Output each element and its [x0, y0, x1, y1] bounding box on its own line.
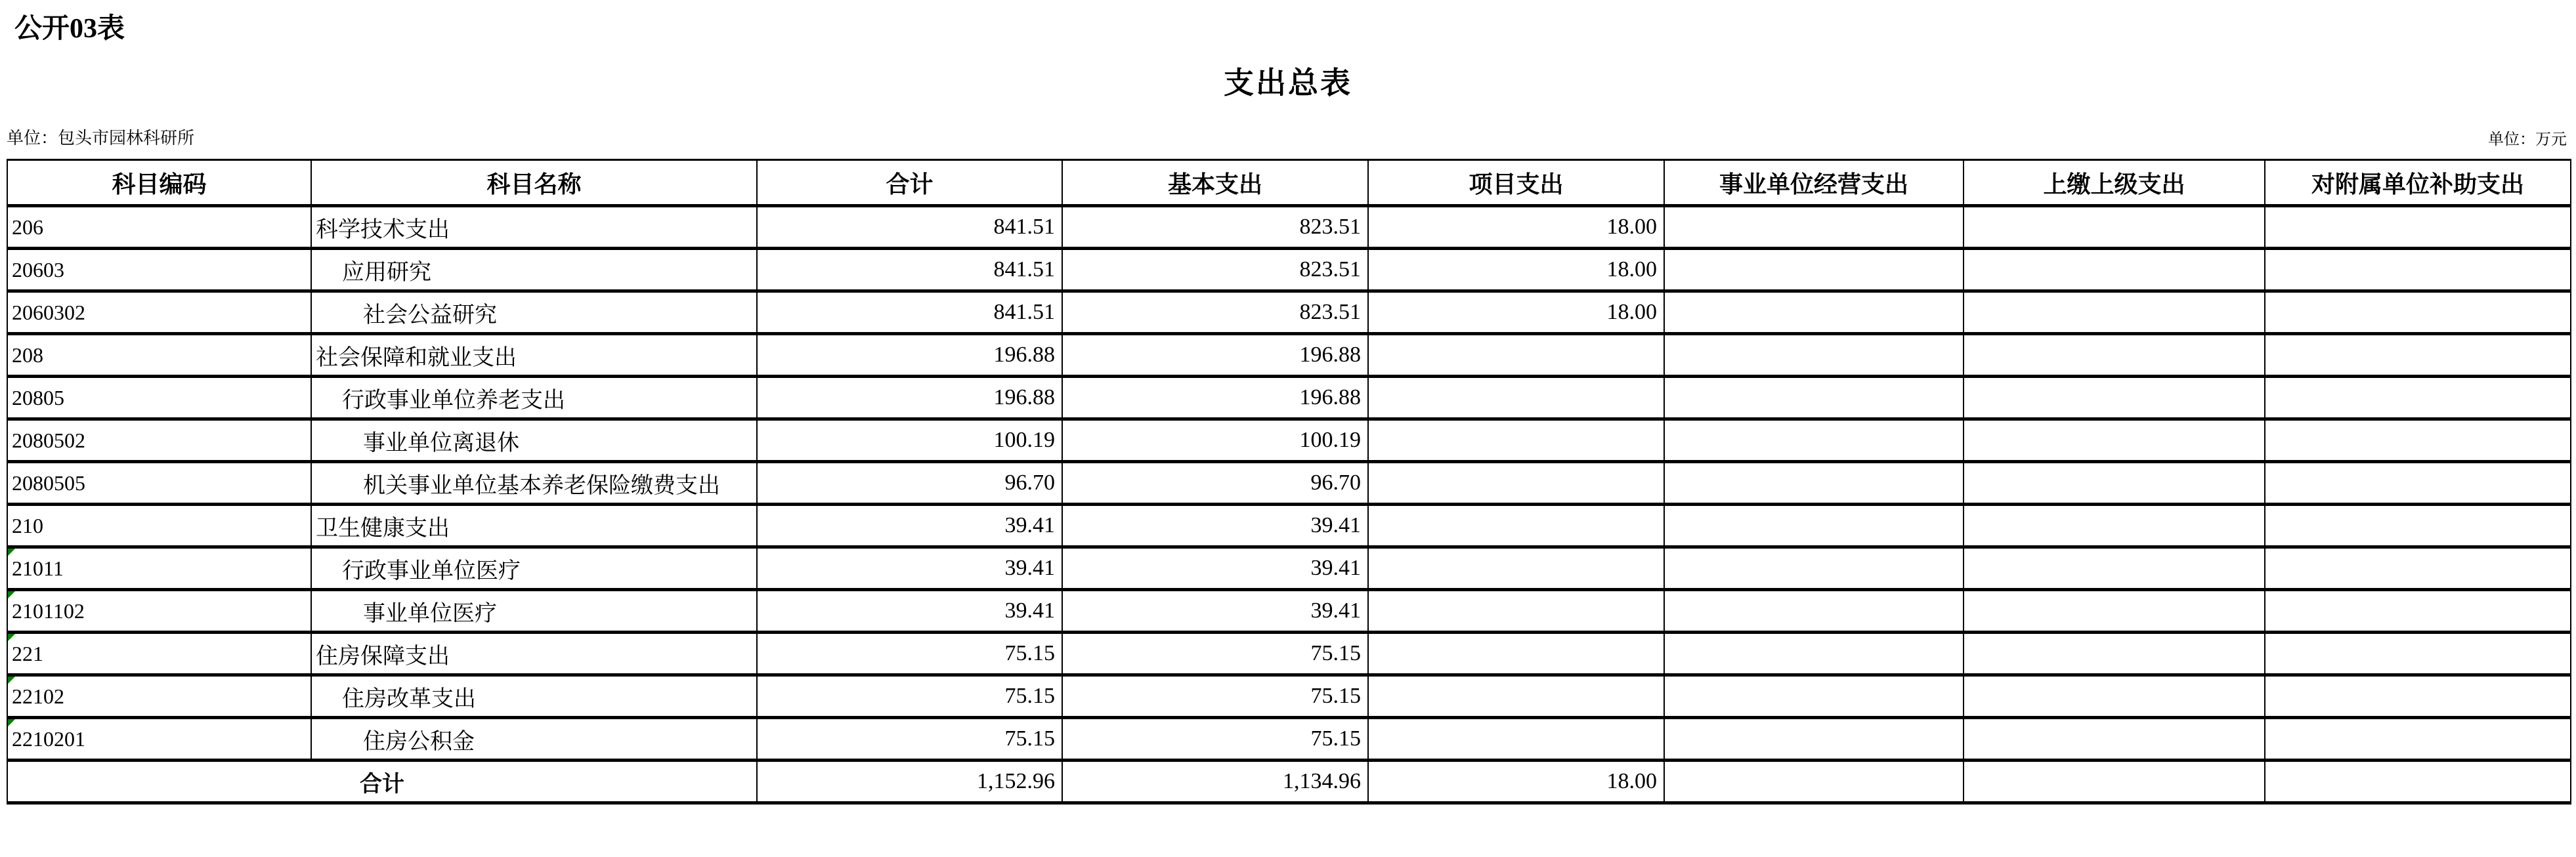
value-basic: 39.41 — [1062, 505, 1368, 547]
value-upper — [1964, 249, 2265, 291]
table-row — [7, 718, 2571, 761]
subject-name: 住房公积金 — [311, 718, 757, 761]
col-header-subsidy: 对附属单位补助支出 — [2265, 160, 2571, 206]
col-header-project: 项目支出 — [1368, 160, 1664, 206]
form-code: 公开03表 — [14, 14, 125, 44]
meta-row — [7, 125, 2567, 149]
subject-name: 机关事业单位基本养老保险缴费支出 — [311, 462, 757, 505]
value-total: 39.41 — [757, 505, 1062, 547]
value-operating — [1664, 718, 1964, 761]
subject-code: 2210201 — [7, 718, 311, 761]
total-value-basic: 1,134.96 — [1062, 761, 1368, 803]
value-operating — [1664, 419, 1964, 462]
value-upper — [1964, 377, 2265, 419]
table-row — [7, 505, 2571, 547]
value-subsidy — [2265, 377, 2571, 419]
subject-name: 科学技术支出 — [311, 206, 757, 249]
value-total: 841.51 — [757, 249, 1062, 291]
value-project — [1368, 547, 1664, 590]
subject-name: 卫生健康支出 — [311, 505, 757, 547]
value-subsidy — [2265, 206, 2571, 249]
subject-name: 事业单位离退休 — [311, 419, 757, 462]
value-subsidy — [2265, 462, 2571, 505]
value-upper — [1964, 334, 2265, 377]
value-operating — [1664, 675, 1964, 718]
table-row — [7, 377, 2571, 419]
value-total: 100.19 — [757, 419, 1062, 462]
value-basic: 75.15 — [1062, 718, 1368, 761]
value-project — [1368, 505, 1664, 547]
value-basic: 823.51 — [1062, 291, 1368, 334]
total-value-project: 18.00 — [1368, 761, 1664, 803]
value-basic: 75.15 — [1062, 633, 1368, 675]
subject-name: 社会公益研究 — [311, 291, 757, 334]
value-operating — [1664, 462, 1964, 505]
table-row — [7, 462, 2571, 505]
value-operating — [1664, 547, 1964, 590]
value-upper — [1964, 675, 2265, 718]
subject-code: 2101102 — [7, 590, 311, 633]
value-operating — [1664, 249, 1964, 291]
total-value-total: 1,152.96 — [757, 761, 1062, 803]
table-row — [7, 547, 2571, 590]
total-value-subsidy — [2265, 761, 2571, 803]
subject-code: 20603 — [7, 249, 311, 291]
unit-currency: 单位：万元 — [2488, 131, 2567, 148]
subject-code: 2060302 — [7, 291, 311, 334]
value-project — [1368, 462, 1664, 505]
value-subsidy — [2265, 291, 2571, 334]
table-row — [7, 291, 2571, 334]
value-project: 18.00 — [1368, 249, 1664, 291]
value-total: 75.15 — [757, 633, 1062, 675]
value-total: 841.51 — [757, 291, 1062, 334]
subject-code: 208 — [7, 334, 311, 377]
page-title: 支出总表 — [1224, 66, 1352, 100]
value-upper — [1964, 547, 2265, 590]
table-row — [7, 419, 2571, 462]
value-project — [1368, 377, 1664, 419]
subject-name: 住房保障支出 — [311, 633, 757, 675]
subject-name: 行政事业单位医疗 — [311, 547, 757, 590]
value-upper — [1964, 206, 2265, 249]
value-operating — [1664, 291, 1964, 334]
value-basic: 196.88 — [1062, 334, 1368, 377]
total-value-operating — [1664, 761, 1964, 803]
subject-code: 206 — [7, 206, 311, 249]
value-upper — [1964, 590, 2265, 633]
value-basic: 39.41 — [1062, 590, 1368, 633]
value-upper — [1964, 718, 2265, 761]
value-basic: 823.51 — [1062, 206, 1368, 249]
value-upper — [1964, 633, 2265, 675]
col-header-subject-name: 科目名称 — [311, 160, 757, 206]
col-header-upper: 上缴上级支出 — [1964, 160, 2265, 206]
col-header-subject-code: 科目编码 — [7, 160, 311, 206]
col-header-total: 合计 — [757, 160, 1062, 206]
subject-code: 21011 — [7, 547, 311, 590]
value-upper — [1964, 419, 2265, 462]
subject-code: 2080505 — [7, 462, 311, 505]
value-total: 39.41 — [757, 547, 1062, 590]
value-subsidy — [2265, 633, 2571, 675]
value-basic: 39.41 — [1062, 547, 1368, 590]
value-basic: 823.51 — [1062, 249, 1368, 291]
expenditure-table — [7, 159, 2571, 805]
value-project — [1368, 590, 1664, 633]
value-subsidy — [2265, 505, 2571, 547]
value-operating — [1664, 505, 1964, 547]
col-header-basic: 基本支出 — [1062, 160, 1368, 206]
value-operating — [1664, 590, 1964, 633]
value-total: 196.88 — [757, 334, 1062, 377]
header-row — [7, 160, 2571, 206]
total-label: 合计 — [7, 761, 757, 803]
subject-code: 22102 — [7, 675, 311, 718]
subject-name: 社会保障和就业支出 — [311, 334, 757, 377]
value-project — [1368, 633, 1664, 675]
value-operating — [1664, 334, 1964, 377]
value-subsidy — [2265, 334, 2571, 377]
value-total: 841.51 — [757, 206, 1062, 249]
value-total: 75.15 — [757, 718, 1062, 761]
value-project: 18.00 — [1368, 206, 1664, 249]
value-project — [1368, 334, 1664, 377]
value-project — [1368, 718, 1664, 761]
value-operating — [1664, 377, 1964, 419]
table-row — [7, 249, 2571, 291]
subject-code: 20805 — [7, 377, 311, 419]
value-upper — [1964, 505, 2265, 547]
value-basic: 75.15 — [1062, 675, 1368, 718]
value-total: 96.70 — [757, 462, 1062, 505]
value-basic: 196.88 — [1062, 377, 1368, 419]
value-project — [1368, 419, 1664, 462]
subject-code: 221 — [7, 633, 311, 675]
col-header-operating: 事业单位经营支出 — [1664, 160, 1964, 206]
value-subsidy — [2265, 675, 2571, 718]
subject-name: 行政事业单位养老支出 — [311, 377, 757, 419]
value-operating — [1664, 206, 1964, 249]
value-basic: 100.19 — [1062, 419, 1368, 462]
value-subsidy — [2265, 419, 2571, 462]
subject-code: 2080502 — [7, 419, 311, 462]
subject-name: 住房改革支出 — [311, 675, 757, 718]
value-total: 196.88 — [757, 377, 1062, 419]
unit-name: 单位：包头市园林科研所 — [7, 129, 195, 148]
value-subsidy — [2265, 249, 2571, 291]
value-operating — [1664, 633, 1964, 675]
value-project: 18.00 — [1368, 291, 1664, 334]
table-row — [7, 633, 2571, 675]
value-subsidy — [2265, 590, 2571, 633]
subject-name: 应用研究 — [311, 249, 757, 291]
table-row — [7, 206, 2571, 249]
value-basic: 96.70 — [1062, 462, 1368, 505]
value-subsidy — [2265, 547, 2571, 590]
value-upper — [1964, 291, 2265, 334]
subject-code: 210 — [7, 505, 311, 547]
total-row — [7, 761, 2571, 803]
subject-name: 事业单位医疗 — [311, 590, 757, 633]
value-subsidy — [2265, 718, 2571, 761]
value-total: 75.15 — [757, 675, 1062, 718]
table-row — [7, 590, 2571, 633]
table-row — [7, 334, 2571, 377]
table-row — [7, 675, 2571, 718]
total-value-upper — [1964, 761, 2265, 803]
value-total: 39.41 — [757, 590, 1062, 633]
value-upper — [1964, 462, 2265, 505]
value-project — [1368, 675, 1664, 718]
